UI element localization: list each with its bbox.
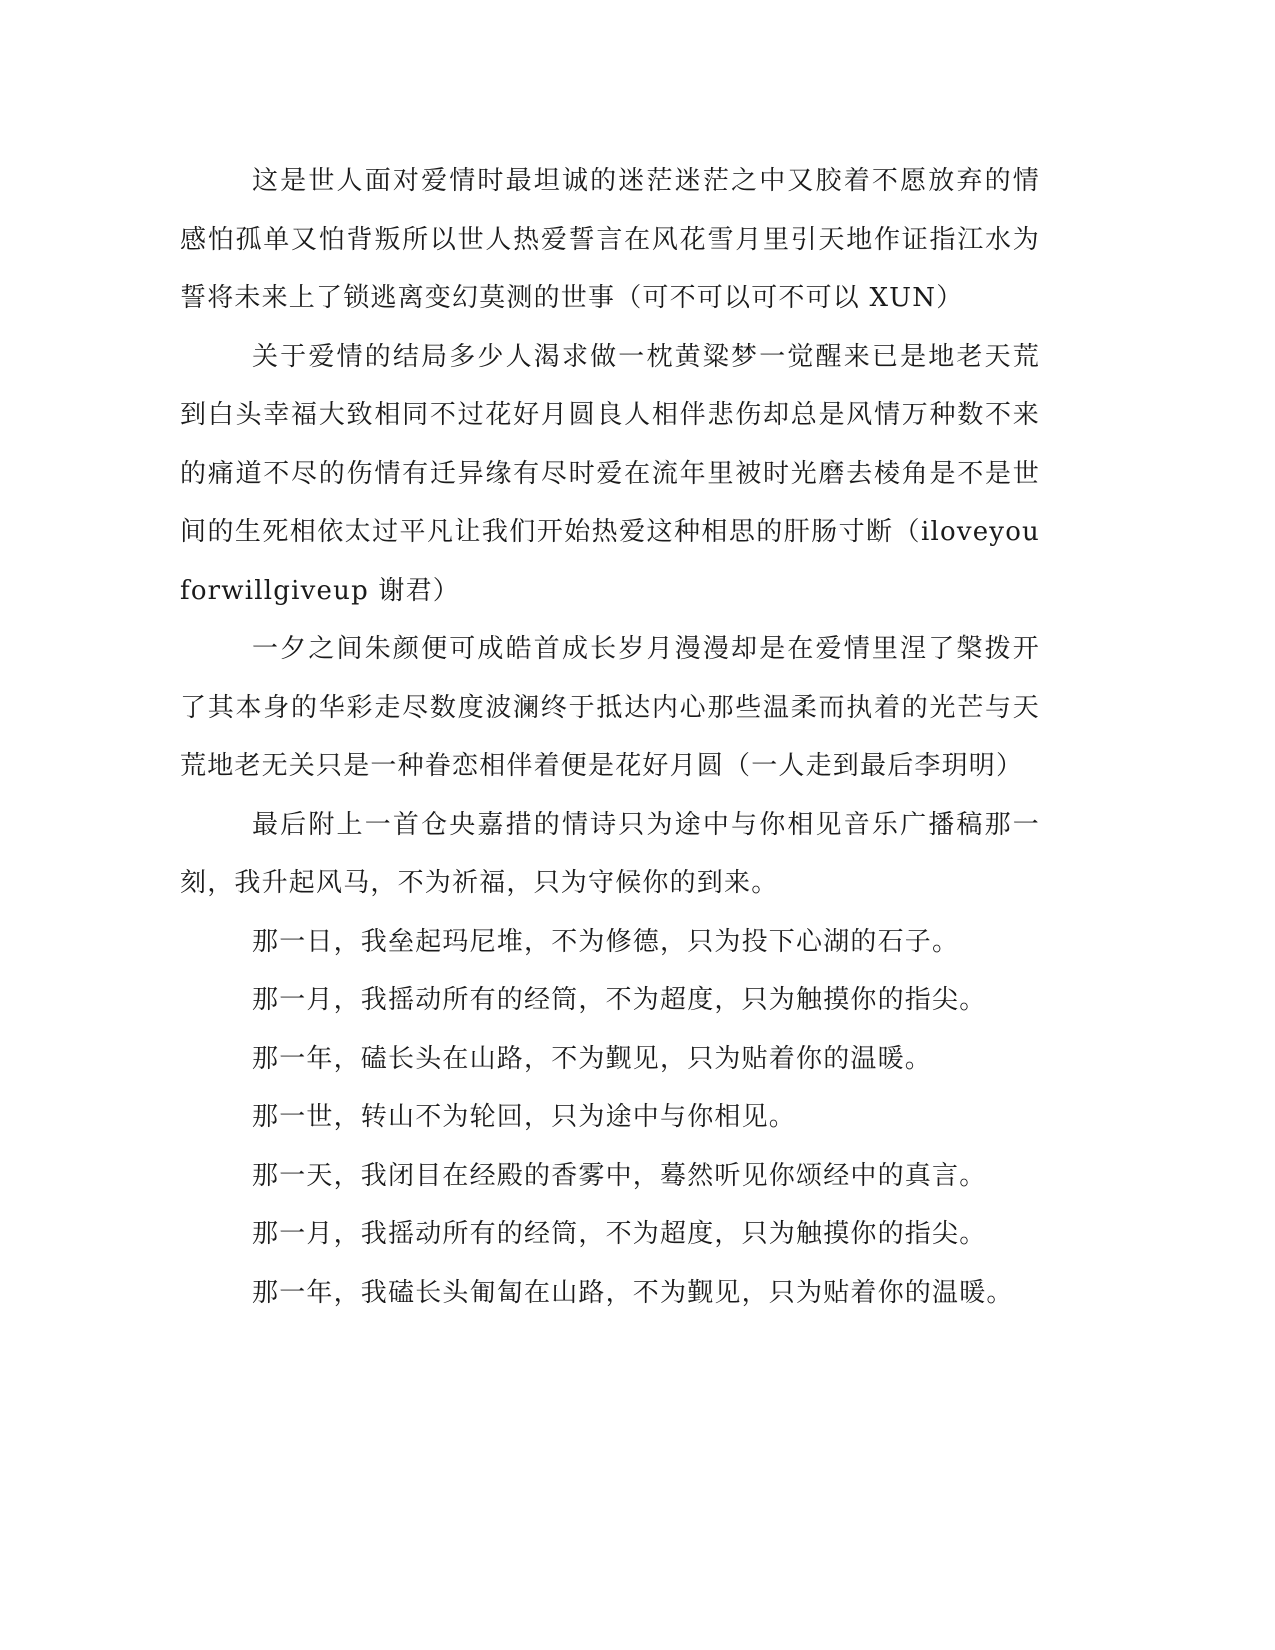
paragraph-poem-intro: 最后附上一首仓央嘉措的情诗只为途中与你相见音乐广播稿那一刻，我升起风马，不为祈福，只为守候你的到来。 (180, 809, 1040, 898)
poem-verse: 那一年，我磕长头匍匐在山路，不为觐见，只为贴着你的温暖。 (252, 1277, 1014, 1308)
paragraph-uncertainty: 这是世人面对爱情时最坦诚的迷茫迷茫之中又胶着不愿放弃的情感怕孤单又怕背叛所以世人热爱誓言在风花雪月里引天地作证指江水为誓将未来上了锁逃离变幻莫测的世事（可不可以可不可以 XUN） (180, 166, 1040, 313)
document-body (180, 152, 1040, 1322)
paragraph-growing-old: 一夕之间朱颜便可成皓首成长岁月漫漫却是在爱情里涅了槃拨开了其本身的华彩走尽数度波澜终于抵达内心那些温柔而执着的光芒与天荒地老无关只是一种眷恋相伴着便是花好月圆（一人走到最后李玥明） (180, 634, 1040, 781)
poem-verse: 那一月，我摇动所有的经筒，不为超度，只为触摸你的指尖。 (252, 985, 987, 1015)
paragraph-love-ending: 关于爱情的结局多少人渴求做一枕黄粱梦一觉醒来已是地老天荒到白头幸福大致相同不过花好月圆良人相伴悲伤却总是风情万种数不来的痛道不尽的伤情有迁异缘有尽时爱在流年里被时光磨去棱角是不是世间的生死相依太过平凡让我们开始热爱这种相思的肝肠寸断（iloveyouforwillgiveup 谢君） (180, 341, 1040, 606)
poem-verse: 那一日，我垒起玛尼堆，不为修德，只为投下心湖的石子。 (252, 926, 960, 957)
poem-verse: 那一年，磕长头在山路，不为觐见，只为贴着你的温暖。 (252, 1043, 933, 1074)
poem-verse: 那一世，转山不为轮回，只为途中与你相见。 (252, 1102, 797, 1132)
poem-verse: 那一天，我闭目在经殿的香雾中，蓦然听见你颂经中的真言。 (252, 1160, 987, 1191)
poem-verse: 那一月，我摇动所有的经筒，不为超度，只为触摸你的指尖。 (252, 1219, 987, 1249)
